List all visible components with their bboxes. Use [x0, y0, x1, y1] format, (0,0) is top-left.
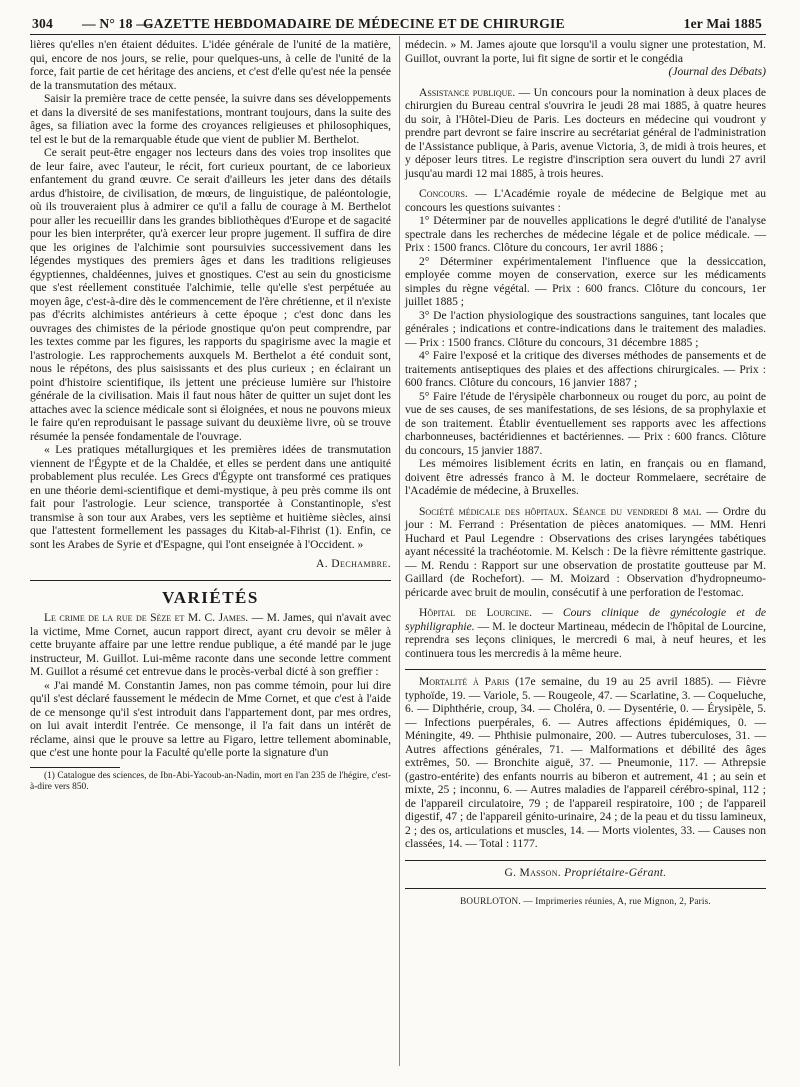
source-citation: (Journal des Débats) — [668, 66, 766, 78]
news-item — [405, 506, 766, 601]
section-rule — [30, 580, 391, 581]
news-body: — L'Académie royale de médecine de Belgique met au concours les questions suivantes : — [405, 188, 766, 214]
paragraph: médecin. » M. James ajoute que lorsqu'il a voulu signer une protestation, M. Guillot, ouvrant la porte, lui fit signe de sortir et le congédia — [405, 39, 766, 65]
paragraph: lières qu'elles n'en étaient déduites. L'idée générale de l'unité de la matière, qui, encore de nos jours, se relie, pour quelques-uns, à celle de l'unité de la force, fait partie de cet héritage des anciens, et c'est d'elle qu'est née la pensée de la transmutation des métaux. — [30, 39, 391, 92]
page-header — [30, 8, 766, 35]
column-divider — [399, 36, 400, 1066]
list-item: 5° Faire l'étude de l'érysipèle charbonneux ou rouget du porc, au point de vue de ses causes, de ses manifestations, de ses lésions, de sa prophylaxie et de son traitement. Établir éventuellement ses rapports avec les affections charbonneuses, bactéridiennes et bactériennes. — Prix : 600 francs. Clôture du concours, 15 janvier 1887. — [405, 390, 766, 457]
issue-date: 1er Mai 1885 — [683, 16, 762, 31]
varietes-paragraph — [30, 612, 391, 680]
news-body: — M. le docteur Martineau, médecin de l'hôpital de Lourcine, reprendra ses leçons cliniques, le mercredi 6 mai, à neuf heures, et les continuera tous les mercredis à la même heure. — [405, 620, 766, 660]
signature: A. Dechambre. — [316, 558, 391, 570]
news-lead: Concours. — [419, 188, 468, 200]
news-lead: Assistance publique. — [419, 86, 516, 99]
news-lead: Société médicale des hôpitaux. Séance du vendredi 8 mai. — [419, 505, 702, 518]
left-column — [30, 39, 391, 909]
printer-line: BOURLOTON. — Imprimeries réunies, A, rue Mignon, 2, Paris. — [460, 896, 711, 906]
varietes-paragraph: « J'ai mandé M. Constantin James, non pas comme témoin, pour lui dire qu'il s'est déclaré faussement le médecin de Mme Cornet, et que c'est à l'aide de ce mensonge qu'il s'est introduit dans l'appartement dont, par mes ordres, on lui avait interdit l'entrée. Ce mensonge, il l'a fait dans un intérêt de réclame, ainsi que le prouve sa lettre au Figaro, lettre tellement abominable, que c'est une honte pour la Faculté qu'elle porte la signature d'un — [30, 679, 391, 759]
news-lead: Hôpital de Lourcine. — [419, 607, 532, 619]
right-column — [405, 39, 766, 909]
list-item: 4° Faire l'exposé et la critique des diverses méthodes de pansements et de traitements antiseptiques des plaies et des affections chirurgicales. — Prix : 600 francs. Clôture du concours, 16 janvier 1887 ; — [405, 350, 766, 389]
news-lead: Mortalité à Paris — [419, 676, 510, 688]
news-body: — Un concours pour la nomination à deux places de chirurgien du Bureau central s'ouvrira le jeudi 28 mai 1885, à quatre heures du soir, à l'Hôtel-Dieu de Paris. Les docteurs en médecine qui voudront y prendre part devront se faire inscrire au secrétariat général de l'administration de l'Assistance publique, à Paris, avenue Victoria, 3, de midi à trois heures, et y déposer leurs titres. Le registre d'inscription sera ouvert du lundi 27 avril jusqu'au mardi 12 mai 1885, à trois heures. — [405, 86, 766, 180]
varietes-lead: Le crime de la rue de Sèze et M. C. James. — [44, 612, 249, 624]
page-number: 304 — [32, 16, 53, 31]
publisher-role: Propriétaire-Gérant. — [564, 866, 667, 879]
list-item: 2° Déterminer expérimentalement l'influence que la dessiccation, employée comme moyen de conservation, exerce sur les médicaments simples du règne végétal. — Prix : 600 francs. Clôture du concours, 1er juillet 1885 ; — [405, 255, 766, 308]
list-item: Les mémoires lisiblement écrits en latin, en français ou en flamand, doivent être adressés franco à M. le docteur Rommelaere, secrétaire de l'Académie de médecine, à Bruxelles. — [405, 458, 766, 497]
news-item — [405, 87, 766, 182]
quote-paragraph: « Les pratiques métallurgiques et les premières idées de transmutation viennent de l'Égypte et de la Chaldée, et elles se perdent dans une antiquité probablement plus reculée. Les Grecs d'Égypte ont transformé ces pratiques en une théorie demi-scientifique et demi-mystique, à peu près comme ils ont fait pour l'astrologie. Leur science, transportée à Constantinople, s'est transmise à son tour aux Arabes, vers les septième et huitième siècles, ainsi que l'attestent formellement les passages du Kitab-al-Fihrist (1). Enfin, ce sont les Arabes de Syrie et d'Espagne, qui l'ont enseignée à l'Occident. » — [30, 444, 391, 551]
journal-title: GAZETTE HEBDOMADAIRE DE MÉDECINE ET DE CHIRURGIE — [143, 16, 565, 31]
publisher-name: G. Masson. — [504, 866, 561, 879]
news-item — [405, 607, 766, 661]
news-item — [405, 676, 766, 852]
list-item: 1° Déterminer par de nouvelles applications le degré d'utilité de l'analyse spectrale dans les recherches de médecine légale et de police médicale. — Prix : 1500 francs. Clôture du concours, 1er avril 1886 ; — [405, 215, 766, 254]
issue-number: — N° 18 — — [82, 16, 151, 31]
publisher-line — [405, 867, 766, 881]
paragraph: Ce serait peut-être engager nos lecteurs dans des voies trop insolites que de leur faire, avec l'auteur, le récit, fort curieux pourtant, de ce laborieux enfantement du grand œuvre. Ce serait d'ailleurs les jeter dans des détails ardus d'histoire, de civilisation, de mœurs, de linguistique, de paléontologie, où ils trouveraient plus à admirer ce qu'il a fallu de courage à M. Berthelot pour aller les recueillir dans les grandes bibliothèques d'Europe et de sagacité pour les bien interpréter, qu'à exercer leur propre jugement. Il suffira de dire que les origines de l'alchimie sont poursuivies successivement dans les légendes mystiques des premiers âges et dans les traditions religieuses égyptiennes, chaldéennes, juives et gnostiques. C'est au sein du gnosticisme que s'est réellement constituée l'alchimie, telle qu'elle s'est perpétuée au moyen âge, c'est-à-dire dès le commencement de l'ère chrétienne, et il n'existe pas d'écrits alchimistes antérieurs à cette époque ; c'est donc dans les ouvrages des chimistes de la période gnostique qu'on peut comprendre, par les textes comme par les figures, les rapports du spagirisme avec la magie et l'astrologie. Les rapprochements auxquels M. Berthelot a été conduit sont, nous le répétons, des plus saisissants et des plus curieux ; en éclairant un point d'histoire scientifique, ils jettent une précieuse lumière sur l'histoire générale de la civilisation. Mais il faut nous hâter de quitter un sujet dont les attaches avec la science médicale sont si éloignées, et nous ne pouvons mieux le faire qu'en reproduisant le passage suivant du deuxième livre, où se trouve résumée la pensée fondamentale de l'ouvrage. — [30, 147, 391, 443]
section-title: VARIÉTÉS — [162, 587, 259, 607]
news-subtitle: — Cours clinique de gynécologie et de syphiligraphie. — [405, 607, 766, 633]
footnote-rule — [30, 767, 120, 768]
varietes-body: — M. James, qui n'avait avec la victime, Mme Cornet, aucun rapport direct, ayant cru devoir se mêler à cette bruyante affaire par une lettre rendue publique, a été mandé par le juge instructeur, M. Guillot. Lui-même raconte dans une seconde lettre comment M. Guillot a résumé cet entrevue dans le procès-verbal dicté à son greffier : — [30, 612, 392, 678]
list-item: 3° De l'action physiologique des soustractions sanguines, tant locales que générales ; indications et contre-indications dans le traitement des maladies. — Prix : 1500 francs. Clôture du concours, 31 décembre 1885 ; — [405, 309, 766, 349]
news-item — [405, 188, 766, 215]
news-body: — Ordre du jour : M. Ferrand : Présentation de pièces anatomiques. — MM. Henri Huchard et Paul Legendre : Observations des crises laryngées tabétiques ayant nécessité la trachéotomie. M. Kelsch : De la fièvre rémittente gastrique. — M. Rendu : Rapport sur une observation de prostatite goutteuse par M. Gaillard (de Rochefort). — M. Moizard : Observation d'hydropneumo-péricarde avec bruit de moulin, consécutif à une perforation de l'estomac. — [405, 505, 767, 599]
section-rule — [405, 888, 766, 889]
paragraph: Saisir la première trace de cette pensée, la suivre dans ses développements et dans la diversité de ses manifestations, montrant toujours, dans la suite des âges, sa filiation avec la forme des croyances religieuses et philosophiques, tel est le but de la remarquable étude que vient de publier M. Berthelot. — [30, 93, 391, 146]
footnote: (1) Catalogue des sciences, de Ibn-Abi-Yacoub-an-Nadin, mort en l'an 235 de l'hégire, c'est-à-dire vers 850. — [30, 770, 391, 792]
news-body: (17e semaine, du 19 au 25 avril 1885). — Fièvre typhoïde, 19. — Variole, 5. — Rougeole, 47. — Scarlatine, 3. — Coqueluche, 6. — Diphthérie, croup, 34. — Choléra, 0. — Dysentérie, 0. — Érysipèle, 5. — Infections puerpérales, 6. — Autres affections épidémiques, 0. — Méningite, 49. — Phthisie pulmonaire, 200. — Autres tuberculoses, 31. — Autres affections générales, 71. — Malformations et débilité des âges extrêmes, 50. — Bronchite aiguë, 37. — Pneumonie, 117. — Athrepsie (gastro-entérite) des enfants nourris au biberon et autrement, 41 ; au sein et mixte, 25 ; inconnu, 6. — Autres maladies de l'appareil cérébro-spinal, 112 ; de l'appareil circulatoire, 79 ; de l'appareil respiratoire, 100 ; de l'appareil digestif, 47 ; de l'appareil génito-urinaire, 24 ; de la peau et du tissu lamineux, 2 ; des os, articulations et muscles, 14. — Morts violentes, 33. — Causes non classées, 14. — Total : 1177. — [405, 676, 766, 850]
section-rule — [405, 860, 766, 861]
section-rule — [405, 669, 766, 670]
